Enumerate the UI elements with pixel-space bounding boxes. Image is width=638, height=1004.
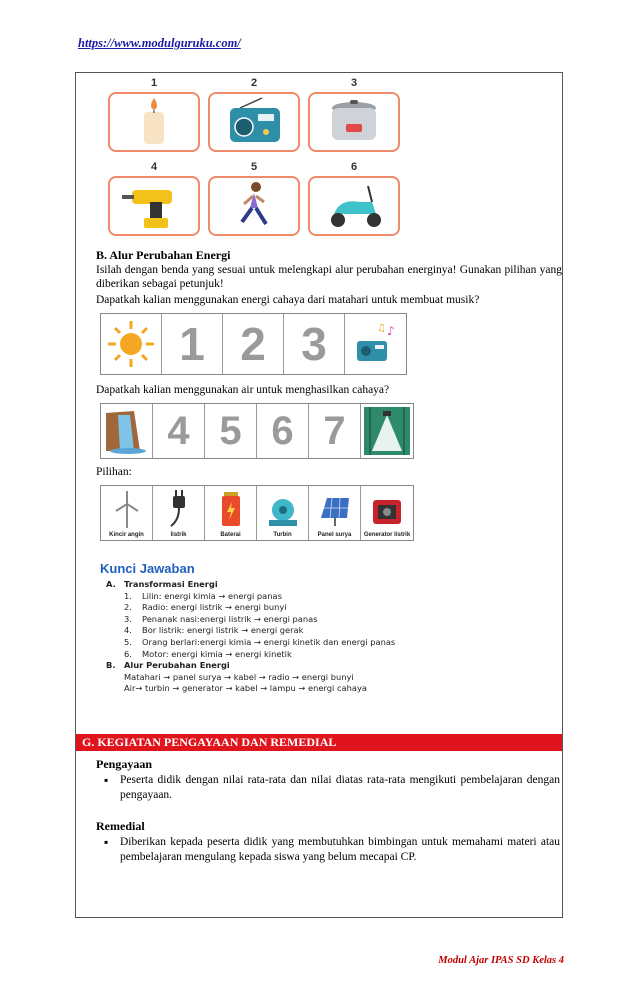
list-item: Air→ turbin → generator → kabel → lampu → energi cahaya bbox=[124, 683, 367, 694]
radio-music-icon bbox=[345, 314, 406, 374]
pengayaan-text: ▪ Peserta didik dengan nilai rata-rata dan nilai diatas rata-rata mengikuti pembelajaran dengan pengayaan. bbox=[104, 773, 560, 802]
rice-cooker-icon bbox=[308, 92, 400, 152]
blank-slot: 4 bbox=[153, 404, 205, 458]
section-b-instruction: Isilah dengan benda yang sesuai untuk melengkapi alur perubahan energinya! Gunakan pilihan yang diberikan sebagai petunjuk! bbox=[96, 264, 562, 290]
lamp-light-icon bbox=[361, 404, 413, 458]
candle-icon bbox=[108, 92, 200, 152]
sun-icon bbox=[101, 314, 162, 374]
list-number: 1. bbox=[124, 590, 132, 601]
picture-number: 6 bbox=[350, 161, 358, 173]
list-item: Orang berlari:energi kimia → energi kinetik dan energi panas bbox=[142, 636, 396, 647]
answer-section-title: Alur Perubahan Energi bbox=[124, 660, 230, 671]
energy-flow-strip-1 bbox=[100, 313, 407, 375]
list-item: Lilin: energi kimia → energi panas bbox=[142, 590, 282, 601]
waterfall-icon bbox=[101, 404, 153, 458]
energy-flow-strip-2 bbox=[100, 403, 414, 459]
question-2: Dapatkah kalian menggunakan air untuk menghasilkan cahaya? bbox=[96, 384, 390, 396]
list-item: Matahari → panel surya → kabel → radio → energi bunyi bbox=[124, 671, 354, 682]
blank-slot: 7 bbox=[309, 404, 361, 458]
blank-slot: 1 bbox=[162, 314, 223, 374]
blank-slot: 2 bbox=[223, 314, 284, 374]
turbine-icon bbox=[257, 486, 309, 540]
options-strip bbox=[100, 485, 414, 541]
list-item: Motor: energi kimia → energi kinetik bbox=[142, 648, 292, 659]
answer-key-title: Kunci Jawaban bbox=[100, 561, 195, 576]
blank-slot: 5 bbox=[205, 404, 257, 458]
blank-slot: 3 bbox=[284, 314, 345, 374]
running-person-icon bbox=[208, 176, 300, 236]
option-label: Generator listrik bbox=[363, 532, 411, 538]
section-b-title: B. Alur Perubahan Energi bbox=[96, 248, 231, 262]
solar-panel-icon bbox=[309, 486, 361, 540]
electric-plug-icon bbox=[153, 486, 205, 540]
blank-slot: 6 bbox=[257, 404, 309, 458]
pengayaan-title: Pengayaan bbox=[96, 757, 153, 771]
content-frame bbox=[75, 72, 563, 918]
svg-text:♪: ♪ bbox=[386, 324, 395, 338]
scooter-icon bbox=[308, 176, 400, 236]
list-number: 3. bbox=[124, 613, 132, 624]
picture-number: 3 bbox=[350, 77, 358, 89]
list-marker: B. bbox=[106, 660, 116, 671]
picture-number: 2 bbox=[250, 77, 258, 89]
header-url-link[interactable]: https://www.modulguruku.com/ bbox=[78, 36, 241, 50]
footer-text: Modul Ajar IPAS SD Kelas 4 bbox=[438, 955, 564, 966]
option-label: listrik bbox=[170, 532, 187, 538]
question-1: Dapatkah kalian menggunakan energi cahaya dari matahari untuk membuat musik? bbox=[96, 294, 480, 306]
list-number: 4. bbox=[124, 625, 132, 636]
remedial-text: ▪ Diberikan kepada peserta didik yang membutuhkan bimbingan untuk memahami materi atau pembelajaran mengulang kepada siswa yang belum mecapai CP. bbox=[104, 835, 560, 864]
battery-icon bbox=[205, 486, 257, 540]
list-marker: A. bbox=[106, 579, 116, 589]
generator-icon bbox=[361, 486, 413, 540]
option-label: Baterai bbox=[220, 532, 241, 538]
drill-icon bbox=[108, 176, 200, 236]
picture-number: 4 bbox=[150, 161, 158, 173]
list-number: 5. bbox=[124, 636, 132, 647]
picture-number: 5 bbox=[250, 161, 258, 173]
list-number: 6. bbox=[124, 648, 132, 659]
option-label: Kincir angin bbox=[109, 532, 144, 538]
wind-turbine-icon bbox=[101, 486, 153, 540]
list-number: 2. bbox=[124, 602, 132, 613]
options-label: Pilihan: bbox=[96, 466, 132, 478]
svg-text:♫: ♫ bbox=[376, 323, 386, 334]
option-label: Panel surya bbox=[317, 532, 352, 538]
section-g-header: G. KEGIATAN PENGAYAAN DAN REMEDIAL bbox=[76, 734, 562, 751]
radio-icon bbox=[208, 92, 300, 152]
picture-number: 1 bbox=[150, 77, 158, 89]
option-label: Turbin bbox=[273, 532, 292, 538]
list-item: Bor listrik: energi listrik → energi gerak bbox=[142, 625, 304, 636]
remedial-title: Remedial bbox=[96, 819, 145, 833]
list-item: Penanak nasi:energi listrik → energi panas bbox=[142, 613, 318, 624]
answer-section-title: Transformasi Energi bbox=[124, 579, 218, 589]
answer-key-list bbox=[106, 579, 395, 695]
list-item: Radio: energi listrik → energi bunyi bbox=[142, 602, 287, 613]
